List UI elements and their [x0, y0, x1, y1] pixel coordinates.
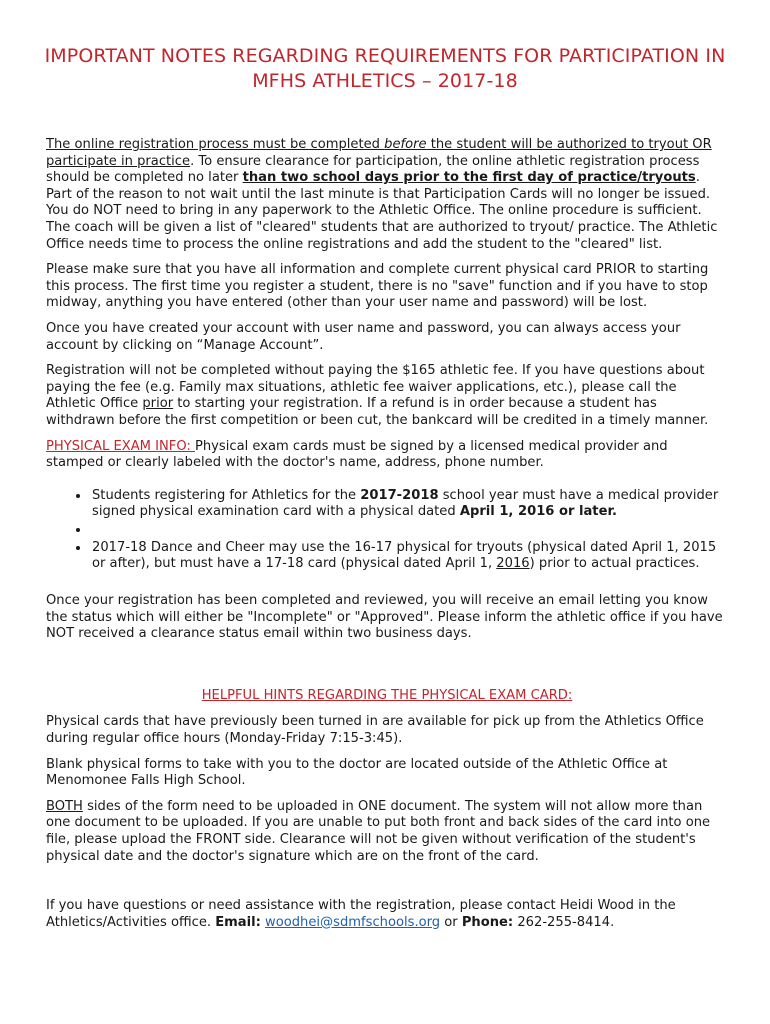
physical-card-paragraph: Please make sure that you have all information and complete current physical card PRIOR to starting this process. The first time you register a student, there is no "save" function and if you have to stop midway, anything you have entered (other than your user name and password) will be lost. [46, 262, 709, 311]
list-item [90, 540, 728, 573]
bullet-1-date: April 1, 2016 or later. [459, 504, 618, 520]
bullet-1-text-1: Students registering for Athletics for the [92, 487, 361, 503]
bullet-1-text-2: school year must have a medical provider signed physical examination card with a physical dated [92, 487, 719, 520]
athletic-fee-paragraph [46, 363, 728, 429]
contact-text: If you have questions or need assistance with the registration, please contact Heidi Wood in the Athletics/Activities office. [46, 898, 676, 930]
bullet-1-school-year: 2017-2018 [360, 487, 439, 503]
status-email-paragraph: Once your registration has been completed and reviewed, you will receive an email letting you know the status which will either be "Incomplete" or "Approved". Please inform the athletic office if you have NOT received a clearance status email within two business days. [46, 593, 723, 642]
physical-exam-paragraph [46, 439, 728, 472]
page-title [40, 44, 730, 94]
registration-underlined-end: the student will be authorized to tryout OR participate in practice [46, 137, 712, 169]
fee-text-1: Registration will not be completed without paying the $165 athletic fee. If you have questions about paying the fee (e.g. Family max situations, athletic fee waiver applications, etc.), please call the Athletic Office [46, 363, 705, 412]
physical-exam-text: Physical exam cards must be signed by a licensed medical provider and stamped or clearly labeled with the doctor's name, address, phone number. [46, 438, 668, 471]
bullet-3-text-2: ) prior to actual practices. [529, 556, 700, 572]
title-line-1: IMPORTANT NOTES REGARDING REQUIREMENTS FOR PARTICIPATION IN [44, 45, 726, 67]
registration-underlined-start: The online registration process must be completed [46, 137, 385, 152]
bullet-3-year: 2016 [496, 556, 530, 572]
fee-text-2: to starting your registration. If a refund is in order because a student has withdrawn before the first competition or been cut, the bankcard will be credited in a timely manner. [46, 396, 709, 428]
email-label: Email: [215, 914, 261, 930]
contact-or: or [440, 914, 462, 930]
registration-before-emphasis: before [384, 137, 427, 152]
email-link[interactable]: woodhei@sdmfschools.org [265, 914, 441, 930]
registration-paragraph [46, 137, 728, 253]
helpful-hints-heading: HELPFUL HINTS REGARDING THE PHYSICAL EXAM CARD: [201, 687, 573, 703]
title-line-2: MFHS ATHLETICS – 2017-18 [252, 70, 518, 92]
physical-requirements-list [46, 488, 728, 573]
contact-paragraph [46, 898, 728, 931]
registration-deadline: than two school days prior to the first day of practice/tryouts [242, 170, 696, 186]
document-body [46, 137, 728, 940]
blank-forms-paragraph: Blank physical forms to take with you to the doctor are located outside of the Athletic Office at Menomonee Falls High School. [46, 756, 668, 789]
manage-account-paragraph: Once you have created your account with user name and password, you can always access your account by clicking on “Manage Account”. [46, 320, 681, 353]
upload-text: sides of the form need to be uploaded in ONE document. The system will not allow more than one document to be uploaded. If you are unable to put both front and back sides of the card into one file, please upload the FRONT side. Clearance will not be given without verification of the student's physical date and the doctor's signature which are on the front of the card. [46, 798, 711, 864]
upload-paragraph [46, 799, 728, 865]
both-underlined: BOTH [46, 798, 83, 814]
fee-prior-underlined: prior [142, 396, 174, 412]
registration-text-2: . Part of the reason to not wait until the last minute is that Participation Cards will no longer be issued. You do NOT need to bring in any paperwork to the Athletic Office. The online procedure is sufficient. The coach will be given a list of "cleared" students that are authorized to tryout/ practice. The Athletic Office needs time to process the online registrations and add the student to the "cleared" list. [46, 170, 718, 252]
registration-text-1: . To ensure clearance for participation, the online athletic registration process should be completed no later [46, 153, 700, 186]
phone-number: 262-255-8414. [513, 914, 615, 930]
physical-exam-label: PHYSICAL EXAM INFO: [46, 438, 195, 454]
list-item [90, 522, 728, 539]
pickup-paragraph: Physical cards that have previously been turned in are available for pick up from the Athletics Office during regular office hours (Monday-Friday 7:15-3:45). [46, 714, 704, 747]
list-item [90, 488, 728, 521]
bullet-3-text-1: 2017-18 Dance and Cheer may use the 16-17 physical for tryouts (physical dated April 1, 2015 or after), but must have a 17-18 card (physical dated April 1, [92, 539, 717, 572]
phone-label: Phone: [461, 914, 514, 930]
